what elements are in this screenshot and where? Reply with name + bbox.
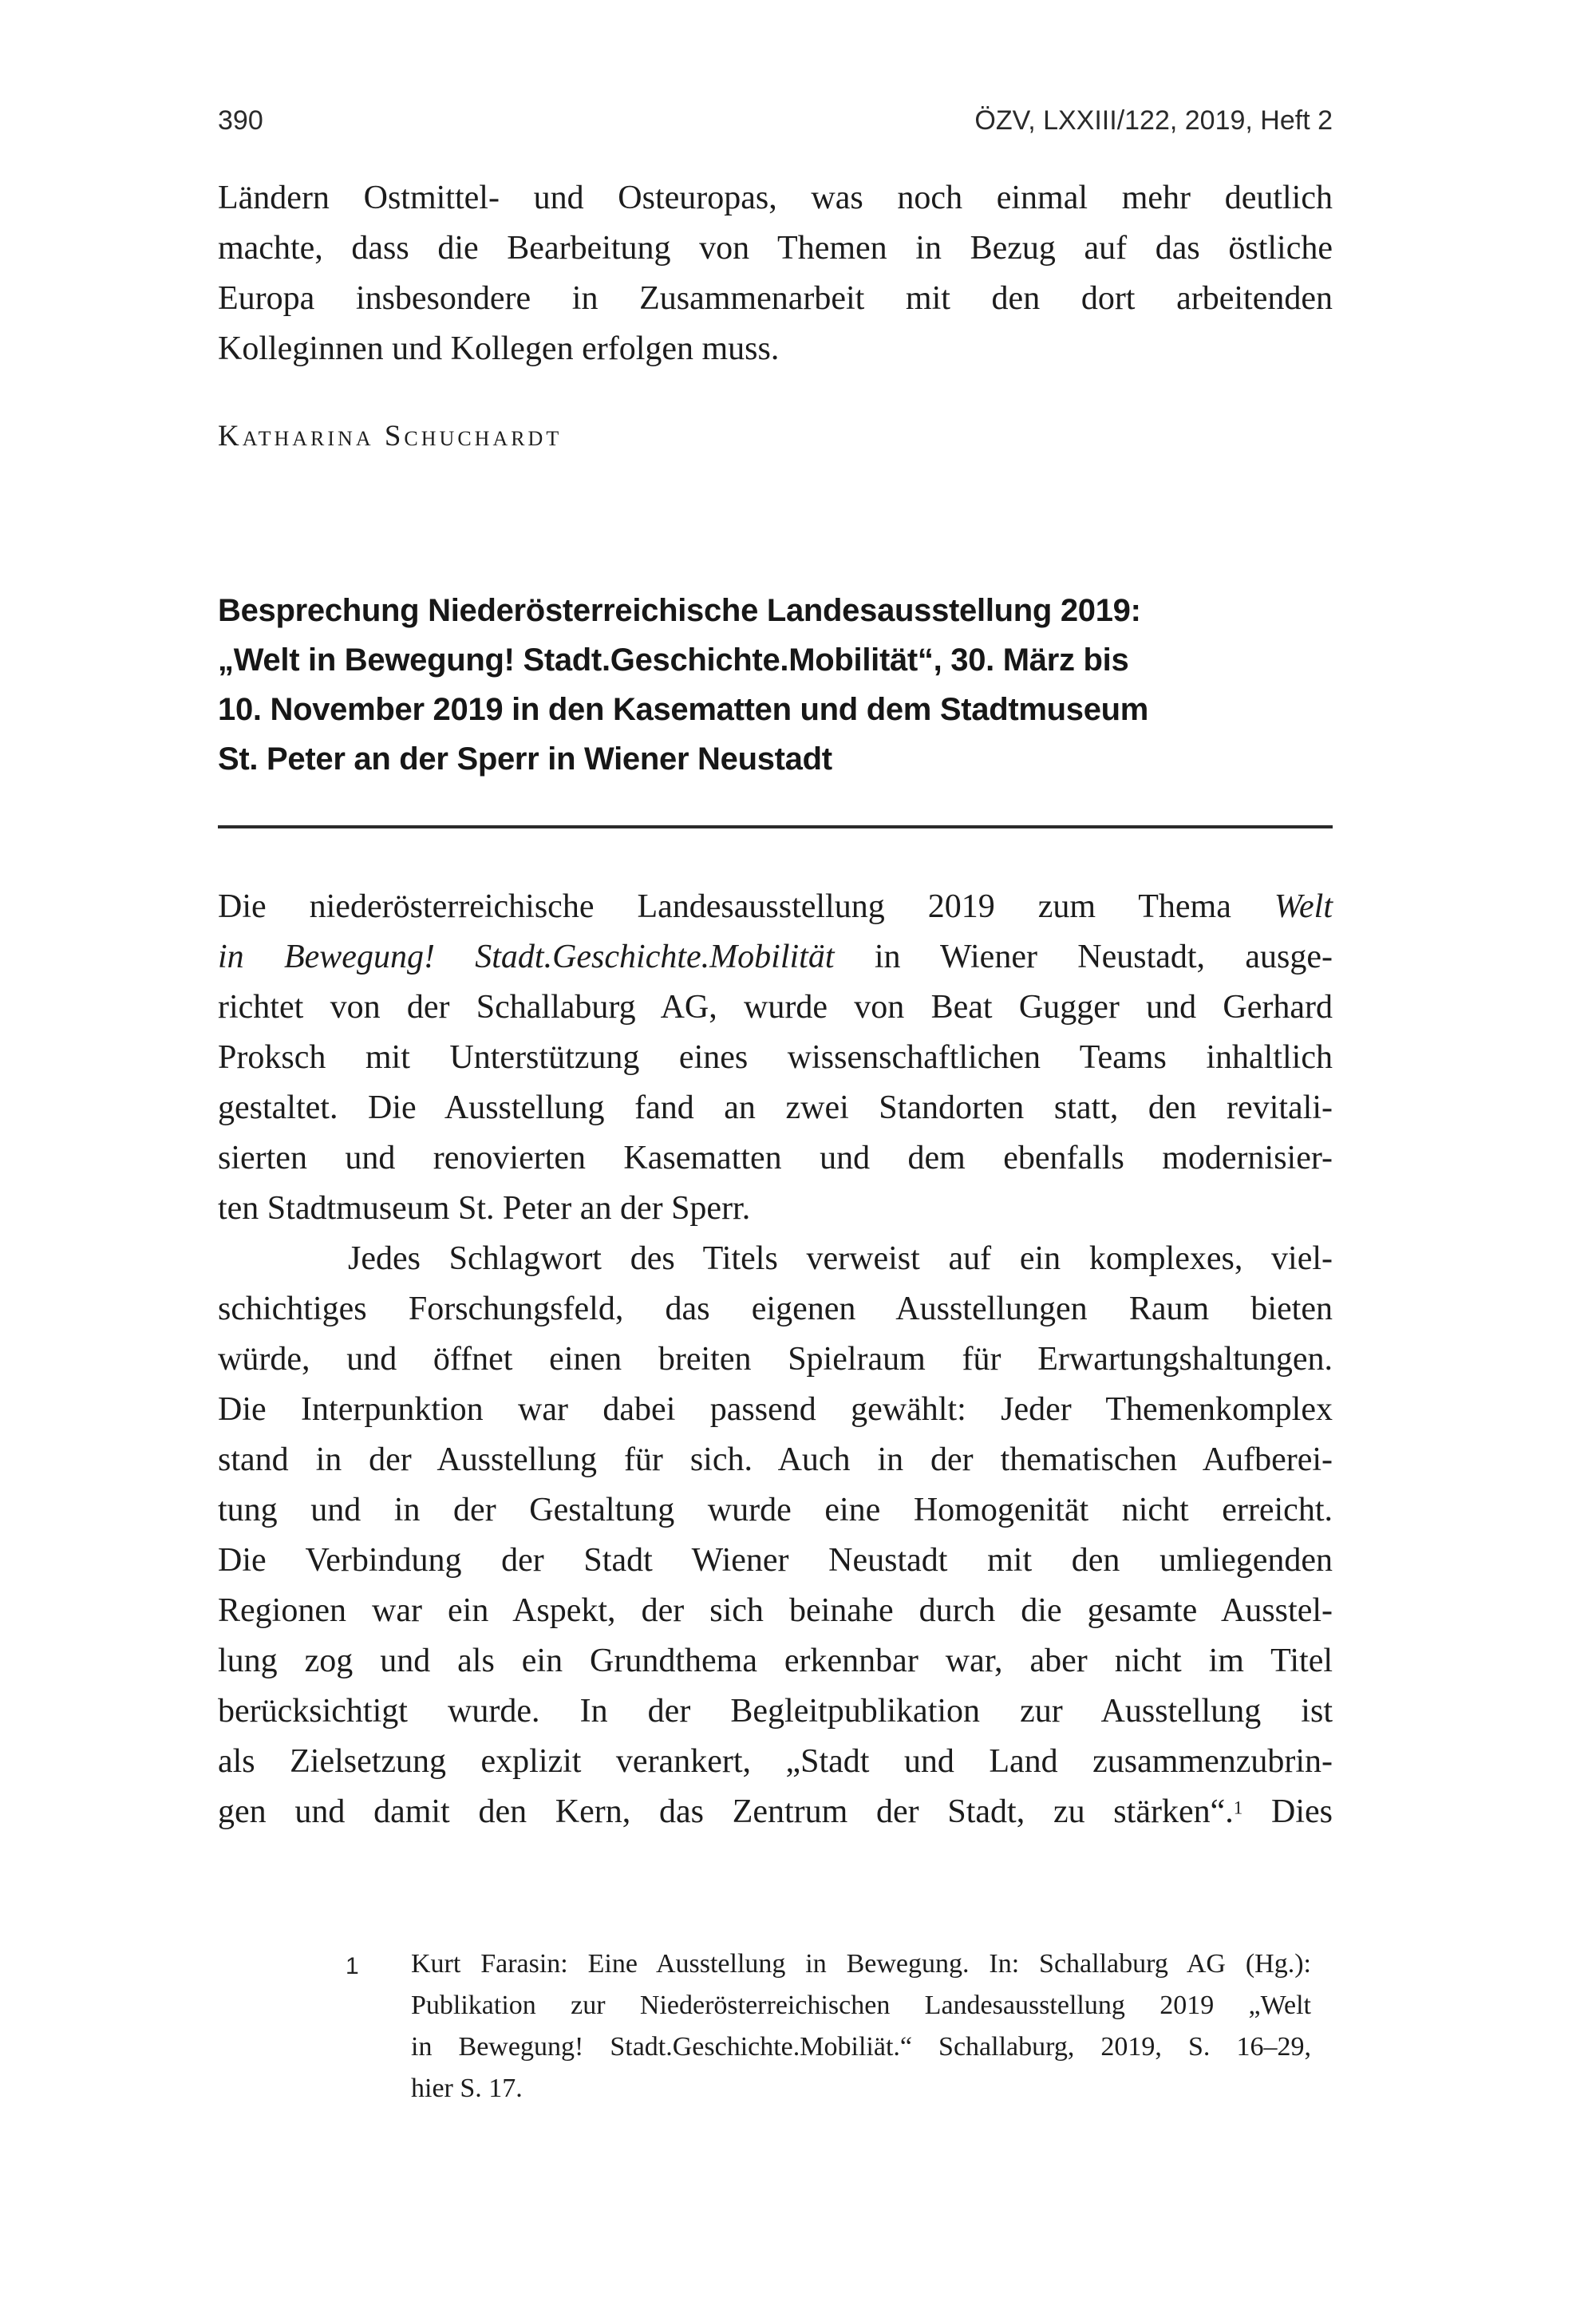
text-line: hier S. 17. — [411, 2074, 523, 2103]
text-line: richtet von der Schallaburg AG, wurde von Beat Gugger und Gerhard — [218, 989, 1333, 1026]
author-name: Katharina Schuchardt — [218, 420, 563, 453]
review-heading — [218, 586, 1333, 784]
text-line: stand in der Ausstellung für sich. Auch in der thematischen Aufberei- — [218, 1441, 1333, 1478]
text-line: würde, und öffnet einen breiten Spielraum für Erwartungshaltungen. — [218, 1341, 1333, 1378]
text-line: berücksichtigt wurde. In der Begleitpublikation zur Ausstellung ist — [218, 1693, 1333, 1730]
text-line: in Bewegung! Stadt.Geschichte.Mobiliät.“ Schallaburg, 2019, S. 16–29, — [411, 2032, 1311, 2062]
text-line: Proksch mit Unterstützung eines wissenschaftlichen Teams inhaltlich — [218, 1039, 1333, 1076]
text-line: Besprechung Niederösterreichische Landesausstellung 2019: — [218, 593, 1141, 628]
review-body — [218, 882, 1333, 1837]
text-line: tung und in der Gestaltung wurde eine Homogenität nicht erreicht. — [218, 1492, 1333, 1528]
text-line: Kolleginnen und Kollegen erfolgen muss. — [218, 330, 780, 367]
text-line: sierten und renovierten Kasematten und dem ebenfalls modernisier- — [218, 1140, 1333, 1176]
text-line: schichtiges Forschungsfeld, das eigenen Ausstellungen Raum bieten — [218, 1291, 1333, 1327]
text-line: 10. November 2019 in den Kasematten und dem Stadtmuseum — [218, 692, 1149, 727]
footnote-number: 1 — [346, 1953, 359, 1979]
text-line: Die niederösterreichische Landesausstellung 2019 zum Thema Welt — [218, 888, 1333, 925]
text-line: Die Verbindung der Stadt Wiener Neustadt mit den umliegenden — [218, 1542, 1333, 1579]
text-line: lung zog und als ein Grundthema erkennbar war, aber nicht im Titel — [218, 1643, 1333, 1679]
text-line: ten Stadtmuseum St. Peter an der Sperr. — [218, 1190, 751, 1227]
text-line: in Bewegung! Stadt.Geschichte.Mobilität in Wiener Neustadt, ausge- — [218, 939, 1333, 975]
body-paragraph — [218, 1234, 1333, 1837]
text-line: „Welt in Bewegung! Stadt.Geschichte.Mobilität“, 30. März bis — [218, 642, 1129, 678]
continuation-paragraph — [218, 173, 1333, 374]
text-line: Kurt Farasin: Eine Ausstellung in Bewegung. In: Schallaburg AG (Hg.): — [411, 1949, 1311, 1979]
page-number: 390 — [218, 105, 263, 136]
text-line: Ländern Ostmittel- und Osteuropas, was noch einmal mehr deutlich — [218, 180, 1333, 216]
text-line: als Zielsetzung explizit verankert, „Stadt und Land zusammenzubrin- — [218, 1743, 1333, 1780]
heading-divider — [218, 825, 1333, 828]
body-paragraph — [218, 882, 1333, 1234]
text-line: Regionen war ein Aspekt, der sich beinahe durch die gesamte Ausstel- — [218, 1592, 1333, 1629]
text-line: gen und damit den Kern, das Zentrum der Stadt, zu stärken“.$^1$ Dies — [218, 1793, 1333, 1830]
footnote-text — [411, 1943, 1311, 2109]
footnote — [346, 1943, 1311, 2109]
journal-reference: ÖZV, LXXIII/122, 2019, Heft 2 — [974, 105, 1333, 136]
text-line: Jedes Schlagwort des Titels verweist auf ein komplexes, viel- — [348, 1240, 1333, 1277]
text-line: Publikation zur Niederösterreichischen Landesausstellung 2019 „Welt — [411, 1991, 1311, 2020]
text-line: Europa insbesondere in Zusammenarbeit mit den dort arbeitenden — [218, 280, 1333, 317]
text-line: St. Peter an der Sperr in Wiener Neustadt — [218, 741, 832, 777]
text-line: machte, dass die Bearbeitung von Themen in Bezug auf das östliche — [218, 230, 1333, 267]
running-header — [218, 105, 1333, 136]
text-line: gestaltet. Die Ausstellung fand an zwei Standorten statt, den revitali- — [218, 1089, 1333, 1126]
text-line: Die Interpunktion war dabei passend gewählt: Jeder Themenkomplex — [218, 1391, 1333, 1428]
